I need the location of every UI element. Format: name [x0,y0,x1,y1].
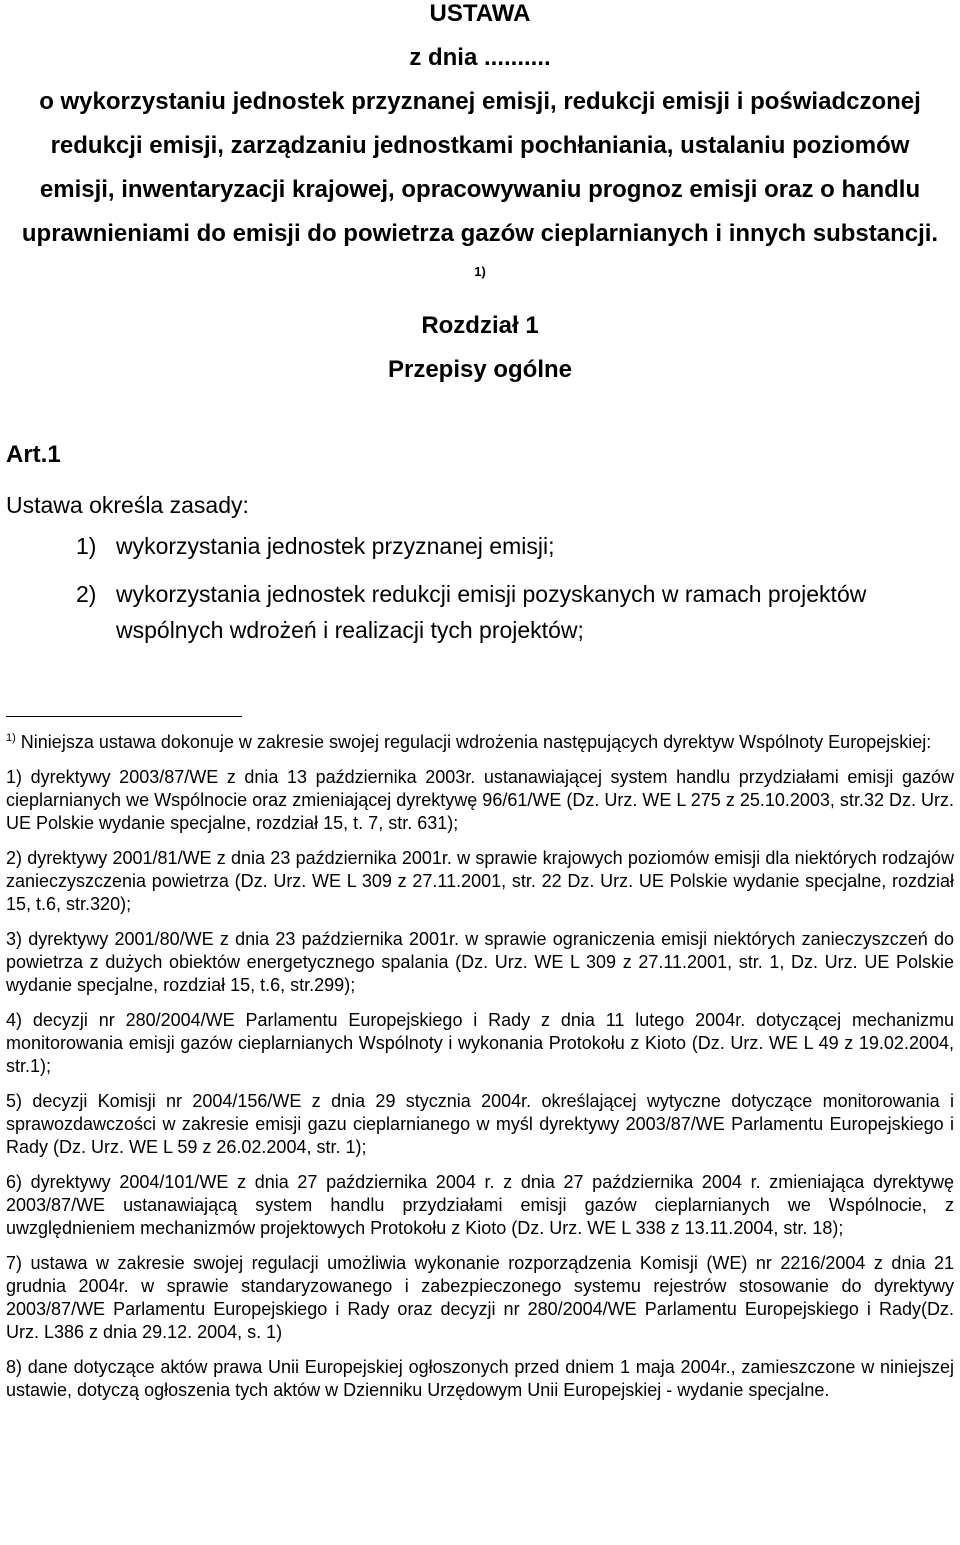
footnote-entry: 7) ustawa w zakresie swojej regulacji umożliwia wykonanie rozporządzenia Komisji (WE) nr 2216/2004 z dnia 21 grudnia 2004r. w sprawie standaryzowanego i zabezpieczonego systemu rejestrów stosowanie do dyrektywy 2003/87/WE Parlamentu Europejskiego i Rady oraz decyzji nr 280/2004/WE Parlamentu Europejskiego i Rady(Dz. Urz. L386 z dnia 29.12. 2004, s. 1) [6,1253,954,1342]
document-title: USTAWA [429,0,531,27]
document-date: z dnia .......... [409,44,551,71]
item-number: 1) [76,533,97,559]
footnote-reference: 1) [474,264,486,279]
footnote-entry: 8) dane dotyczące aktów prawa Unii Europejskiej ogłoszonych przed dniem 1 maja 2004r., zamieszczone w niniejszej ustawie, dotyczą ogłoszenia tych aktów w Dzienniku Urzędowym Unii Europejskiej - wydanie specjalne. [6,1357,954,1400]
document-subject [18,80,942,300]
footnote-entry: 4) decyzji nr 280/2004/WE Parlamentu Europejskiego i Rady z dnia 11 lutego 2004r. dotyczącej mechanizmu monitorowania emisji gazów cieplarnianych Wspólnoty i wykonania Protokołu z Kioto (Dz. Urz. WE L 49 z 19.02.2004, str.1); [6,1010,954,1076]
footnote-intro-text: Niniejsza ustawa dokonuje w zakresie swojej regulacji wdrożenia następujących dyrektyw Wspólnoty Europejskiej: [20,732,932,752]
footnote-marker: 1) [6,732,16,744]
article-label: Art.1 [6,441,61,468]
footnote-entry: 3) dyrektywy 2001/80/WE z dnia 23 października 2001r. w sprawie ograniczenia emisji niektórych zanieczyszczeń do powietrza z dużych obiektów energetycznego spalania (Dz. Urz. WE L 309 z 27.11.2001, str. 1, Dz. Urz. UE Polskie wydanie specjalne, rozdział 15, t.6, str.299); [6,929,954,995]
footnote-entry: 2) dyrektywy 2001/81/WE z dnia 23 października 2001r. w sprawie krajowych poziomów emisji dla niektórych rodzajów zanieczyszczenia powietrza (Dz. Urz. WE L 309 z 27.11.2001, str. 22 Dz. Urz. UE Polskie wydanie specjalne, rozdział 15, t.6, str.320); [6,848,954,914]
chapter-name: Przepisy ogólne [387,356,573,383]
item-number: 2) [76,581,97,607]
footnote-entry: 5) decyzji Komisji nr 2004/156/WE z dnia 29 stycznia 2004r. określającej wytyczne dotyczące monitorowania i sprawozdawczości w zakresie emisji gazu cieplarnianego w myśl dyrektywy 2003/87/WE Parlamentu Europejskiego i Rady (Dz. Urz. WE L 59 z 26.02.2004, str. 1); [6,1091,954,1157]
article-item [76,576,960,648]
footnote-intro [6,727,954,754]
article-intro: Ustawa określa zasady: [6,492,249,518]
item-text: wykorzystania jednostek przyznanej emisji; [116,533,555,559]
chapter-heading: Rozdział 1 [421,312,539,339]
footnote-separator [6,716,242,717]
footnote-entry: 6) dyrektywy 2004/101/WE z dnia 27 października 2004 r. z dnia 27 października 2004 r. zmieniająca dyrektywę 2003/87/WE ustanawiającą system handlu przydziałami emisji gazów cieplarnianych we Wspólnocie, z uwzględnieniem mechanizmów projektowych Protokołu z Kioto (Dz. Urz. WE L 338 z 13.11.2004, str. 18); [6,1172,954,1238]
footnote [6,727,954,1414]
footnote-entry: 1) dyrektywy 2003/87/WE z dnia 13 października 2003r. ustanawiającej system handlu przydziałami emisji gazów cieplarnianych we Wspólnocie oraz zmieniającej dyrektywę 96/61/WE (Dz. Urz. WE L 275 z 25.10.2003, str.32 Dz. Urz. UE Polskie wydanie specjalne, rozdział 15, t. 7, str. 631); [6,767,954,833]
subject-text: o wykorzystaniu jednostek przyznanej emisji, redukcji emisji i poświadczonej redukcji emisji, zarządzaniu jednostkami pochłaniania, ustalaniu poziomów emisji, inwentaryzacji krajowej, opracowywaniu prognoz emisji oraz o handlu uprawnieniami do emisji do powietrza gazów cieplarnianych i innych substancji. [21,88,939,247]
item-text: wykorzystania jednostek redukcji emisji pozyskanych w ramach projektów wspólnych wdrożeń i realizacji tych projektów; [116,581,867,643]
article-item [76,528,960,564]
